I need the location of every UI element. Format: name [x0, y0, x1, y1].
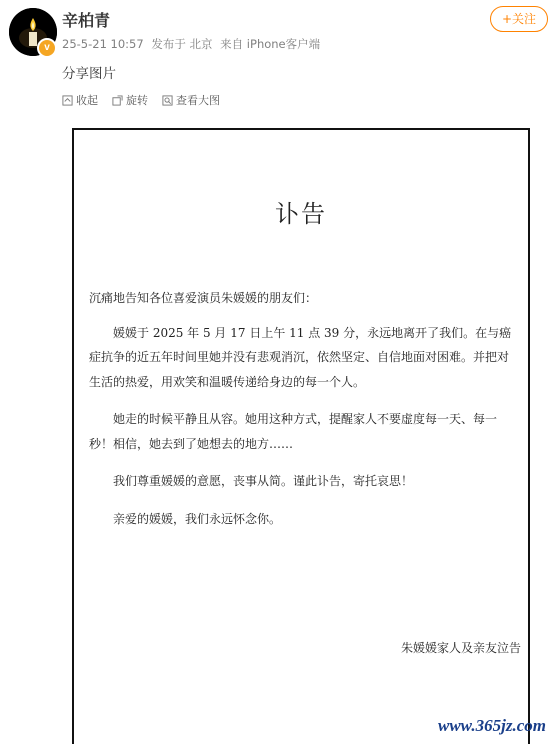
post-text: 分享图片: [62, 66, 116, 82]
verified-badge: v: [37, 38, 57, 58]
rotate-icon: [112, 95, 123, 106]
letter-paragraph: 媛媛于 2025 年 5 月 17 日上午 11 点 39 分，永远地离开了我们。在与癌症抗争的近五年时间里她并没有悲观消沉，依然坚定、自信地面对困难。并把对生活的热爱，用欢笑和温暖传递给身边的每一个人。: [89, 325, 512, 389]
post-source: 来自 iPhone客户端: [220, 37, 321, 51]
obituary-image[interactable]: [72, 128, 530, 744]
post-date[interactable]: 25-5-21 10:57: [62, 37, 144, 51]
letter-signature: 朱媛媛家人及亲友泣告: [400, 641, 521, 655]
collapse-icon: [62, 95, 73, 106]
post-location: 发布于 北京: [151, 37, 213, 51]
follow-button[interactable]: +关注: [490, 6, 548, 32]
letter-title: 讣告: [275, 200, 327, 228]
magnify-icon: [162, 95, 173, 106]
rotate-button[interactable]: [112, 92, 148, 108]
letter-salutation: 沉痛地告知各位喜爱演员朱媛媛的朋友们：: [89, 291, 318, 305]
watermark: www.365jz.com: [438, 716, 546, 735]
view-large-button[interactable]: [162, 92, 220, 108]
post-meta: [62, 36, 324, 52]
letter-paragraph: 我们尊重媛媛的意愿，丧事从简。谨此讣告，寄托哀思！: [113, 474, 414, 488]
rotate-label: 旋转: [126, 94, 148, 107]
letter-paragraph: 她走的时候平静且从容。她用这种方式，提醒家人不要虚度每一天、每一秒！相信，她去到了她想去的地方……: [89, 412, 498, 451]
image-toolbar: [62, 92, 220, 108]
letter-body: [89, 286, 512, 544]
view-large-label: 查看大图: [176, 94, 220, 107]
letter-paragraph: 亲爱的媛媛，我们永远怀念你。: [113, 511, 282, 526]
collapse-button[interactable]: [62, 92, 98, 108]
collapse-label: 收起: [76, 94, 98, 107]
username[interactable]: 辛柏青: [62, 11, 111, 30]
